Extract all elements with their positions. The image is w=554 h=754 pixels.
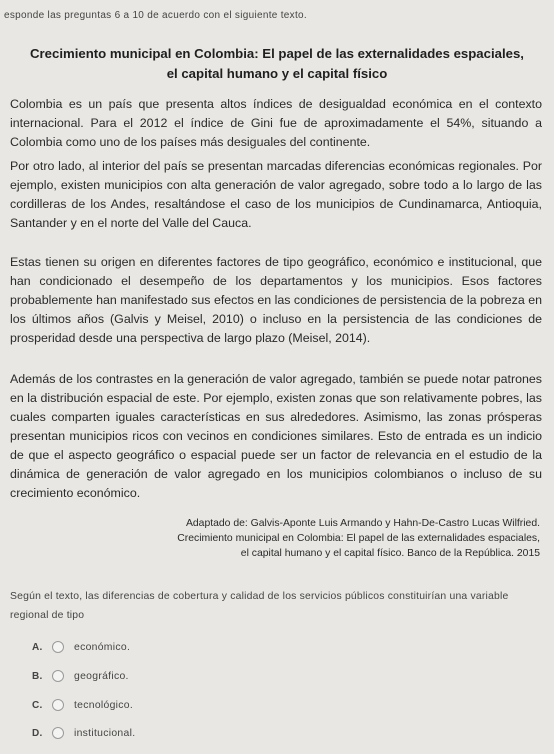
option-b[interactable] xyxy=(32,670,129,682)
instruction-text: esponde las preguntas 6 a 10 de acuerdo con el siguiente texto. xyxy=(4,10,307,21)
paragraph-2: Por otro lado, al interior del país se presentan marcadas diferencias económicas regionales. Por ejemplo, existen municipios con alta generación de valor agregado, sobre todo a lo largo de las cordilleras de los Andes, resaltándose el caso de los municipios de Cundinamarca, Antioquia, Santander y en el norte del Valle del Cauca. xyxy=(10,159,542,230)
option-a[interactable] xyxy=(32,641,130,653)
option-d[interactable] xyxy=(32,727,135,739)
option-letter: B. xyxy=(32,670,43,682)
article-title xyxy=(10,44,544,84)
option-label: económico. xyxy=(74,641,131,653)
title-line-2: el capital humano y el capital físico xyxy=(166,66,388,81)
radio-button[interactable] xyxy=(52,699,64,711)
question-text: Según el texto, las diferencias de cobertura y calidad de los servicios públicos constituirían una variable regional de tipo xyxy=(10,591,509,621)
paragraph-3: Estas tienen su origen en diferentes factores de tipo geográfico, económico e institucional, que han condicionado el desempeño de los departamentos y los municipios. Esos factores probablemente han manifestado sus efectos en las condiciones de persistencia de la pobreza en los últimos años (Galvis y Meisel, 2010) o incluso en la persistencia de las condiciones de prosperidad desde una perspectiva de largo plazo (Meisel, 2014). xyxy=(10,255,542,345)
option-letter: D. xyxy=(32,727,43,739)
option-label: tecnológico. xyxy=(74,699,134,711)
source-line-2: Crecimiento municipal en Colombia: El papel de las externalidades espaciales, xyxy=(177,533,540,544)
option-c[interactable] xyxy=(32,699,133,711)
radio-button[interactable] xyxy=(52,641,64,653)
option-letter: C. xyxy=(32,699,43,711)
radio-button[interactable] xyxy=(52,670,64,682)
source-line-3: el capital humano y el capital físico. Banco de la República. 2015 xyxy=(240,548,540,559)
title-line-1: Crecimiento municipal en Colombia: El papel de las externalidades espaciales, xyxy=(30,46,524,61)
paragraph-1: Colombia es un país que presenta altos índices de desigualdad económica en el contexto internacional. Para el 2012 el índice de Gini fue de aproximadamente el 54%, situando a Colombia como uno de los países más desiguales del continente. xyxy=(10,97,542,149)
radio-button[interactable] xyxy=(52,727,64,739)
option-letter: A. xyxy=(32,641,43,653)
paragraph-4: Además de los contrastes en la generación de valor agregado, también se puede notar patrones en la distribución espacial de este. Por ejemplo, existen zonas que son relativamente pobres, las cuales comparten iguales características en sus alrededores. Asimismo, las zonas prósperas presentan municipios ricos con vecinos en condiciones similares. Esto de entrada es un indicio de que el aspecto geográfico o espacial puede ser un factor de relevancia en el estudio de la dinámica de generación de valor agregado en los municipios colombianos o incluso de su crecimiento económico. xyxy=(10,372,542,500)
option-label: institucional. xyxy=(74,727,136,739)
option-label: geográfico. xyxy=(74,670,129,682)
source-citation xyxy=(177,516,540,561)
source-line-1: Adaptado de: Galvis-Aponte Luis Armando y Hahn-De-Castro Lucas Wilfried. xyxy=(185,518,540,529)
